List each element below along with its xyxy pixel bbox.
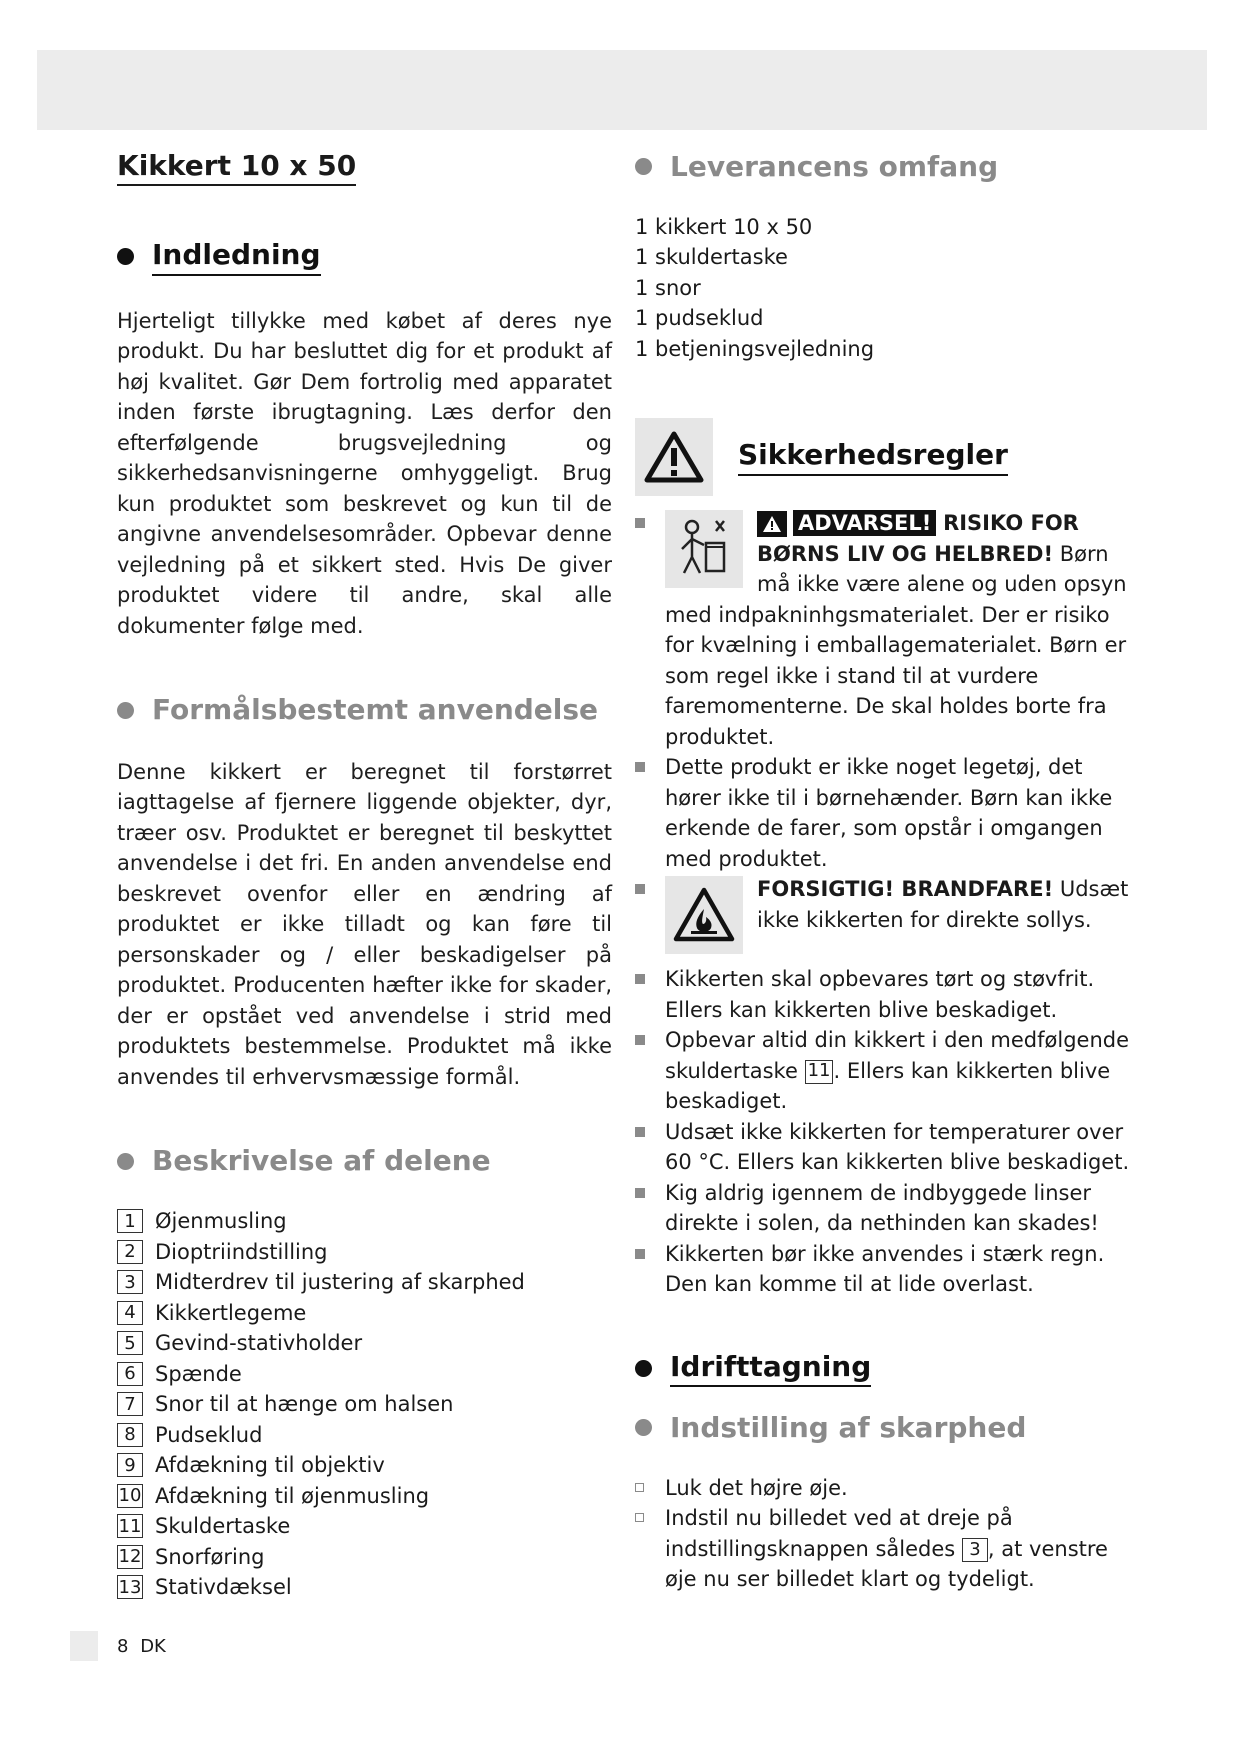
warning-title: RISIKO FOR BØRNS LIV OG HELBRED! (757, 511, 1079, 566)
fire-warning-item (635, 874, 1135, 964)
part-item (117, 1206, 612, 1237)
part-number-box: 11 (118, 1515, 142, 1537)
checkbox-bullet-icon (635, 1483, 644, 1492)
operation-heading-text: Idrifttagning (670, 1350, 871, 1388)
part-label: Snorføring (155, 1544, 265, 1569)
delivery-item: 1 kikkert 10 x 50 (635, 214, 813, 239)
part-number-box: 6 (117, 1362, 143, 1386)
header-band (37, 50, 1207, 130)
square-bullet-icon (635, 1035, 645, 1045)
right-column (635, 145, 1135, 1595)
part-item (117, 1358, 612, 1389)
toy-warning-text: Dette produkt er ikke noget legetøj, det hører ikke til i børnehænder. Børn kan ikke erkende de farer, som opstår i omgangen med produktet. (665, 755, 1113, 871)
part-item (117, 1267, 612, 1298)
part-number-box: 1 (117, 1209, 143, 1233)
part-number-box: 4 (117, 1301, 143, 1325)
bullet-dot-icon (117, 248, 134, 265)
safety-heading (635, 418, 1135, 496)
bullet-dot-icon (117, 1153, 134, 1170)
delivery-item: 1 pudseklud (635, 306, 764, 331)
dry-storage-text: Kikkerten skal opbevares tørt og støvfrit. Ellers kan kikkerten blive beskadiget. (665, 967, 1095, 1022)
part-number-box: 3 (117, 1270, 143, 1294)
part-item (117, 1450, 612, 1481)
focus-heading (635, 1411, 1135, 1445)
part-number-box: 13 (118, 1576, 142, 1598)
part-ref-11: 11 (805, 1060, 834, 1084)
bag-storage-text: Opbevar altid din kikkert i den medfølgende skuldertaske (665, 1028, 1130, 1083)
bag-storage-item (635, 1025, 1135, 1117)
square-bullet-icon (635, 762, 645, 772)
focus-step-2-text: Indstil nu billedet ved at dreje på indstillingsknappen således (665, 1506, 1013, 1561)
part-label: Gevind-stativholder (155, 1331, 363, 1356)
delivery-item: 1 skuldertaske (635, 245, 788, 270)
part-label: Øjenmusling (155, 1209, 287, 1234)
part-number-box: 7 (117, 1392, 143, 1416)
part-label: Kikkertlegeme (155, 1300, 307, 1325)
part-number-box: 9 (117, 1453, 143, 1477)
part-label: Spænde (155, 1361, 242, 1386)
intended-use-heading-text: Formålsbestemt anvendelse (152, 693, 599, 727)
left-column (117, 145, 612, 1602)
part-item (117, 1480, 612, 1511)
part-item (117, 1541, 612, 1572)
temperature-text: Udsæt ikke kikkerten for temperaturer over 60 °C. Ellers kan kikkerten blive beskadiget. (665, 1119, 1130, 1175)
dry-storage-item (635, 964, 1135, 1025)
safety-heading-text: Sikkerhedsregler (738, 438, 1008, 476)
warning-text: Børn må ikke være alene og uden opsyn med indpakninhgsmaterialet. Der er risiko for kvælning i emballagematerialet. Børn er som regel ikke i stand til at vurdere faremomenterne. De skal holdes borte fra produktet. (665, 541, 1127, 749)
parts-heading-text: Beskrivelse af delene (152, 1144, 491, 1178)
part-item (117, 1328, 612, 1359)
focus-heading-text: Indstilling af skarphed (670, 1411, 1027, 1445)
square-bullet-icon (635, 884, 645, 894)
rain-warning-item (635, 1239, 1135, 1300)
child-hazard-icon (665, 510, 743, 588)
sun-warning-item (635, 1178, 1135, 1239)
warning-children-item (635, 508, 1135, 752)
sun-warning-text: Kig aldrig igennem de indbyggede linser direkte i solen, da nethinden kan skades! (665, 1180, 1099, 1236)
part-number-box: 12 (118, 1546, 142, 1568)
part-label: Snor til at hænge om halsen (155, 1392, 454, 1417)
delivery-item: 1 betjeningsvejledning (635, 336, 875, 361)
fire-warning-text: Udsæt ikke kikkerten for direkte sollys. (757, 877, 1129, 932)
square-bullet-icon (635, 1188, 645, 1198)
part-number-box: 8 (117, 1423, 143, 1447)
bullet-dot-icon (117, 702, 134, 719)
delivery-heading-text: Leverancens omfang (670, 150, 999, 183)
delivery-list (635, 212, 1135, 365)
part-label: Afdækning til øjenmusling (155, 1483, 430, 1508)
bag-storage-text-after: . Ellers kan kikkerten blive beskadiget. (665, 1058, 1111, 1114)
toy-warning-item (635, 752, 1135, 874)
part-label: Afdækning til objektiv (155, 1453, 385, 1478)
part-item (117, 1511, 612, 1542)
language-code: DK (140, 1636, 166, 1657)
part-item (117, 1419, 612, 1450)
delivery-item: 1 snor (635, 275, 701, 300)
intro-heading (117, 238, 612, 276)
bullet-dot-icon (635, 1360, 652, 1377)
focus-step-2 (635, 1503, 1135, 1595)
parts-heading (117, 1144, 612, 1178)
document-title: Kikkert 10 x 50 (117, 150, 356, 186)
part-item (117, 1297, 612, 1328)
delivery-heading (635, 150, 1135, 184)
part-item (117, 1236, 612, 1267)
part-ref-3: 3 (962, 1538, 988, 1562)
part-number-box: 2 (117, 1240, 143, 1264)
page-footer (117, 1636, 166, 1657)
parts-list (117, 1206, 612, 1603)
warning-triangle-icon (635, 418, 713, 496)
square-bullet-icon (635, 1249, 645, 1259)
intro-paragraph: Hjerteligt tillykke med købet af deres nye produkt. Du har besluttet dig for et produkt af høj kvalitet. Gør Dem fortrolig med apparatet inden første ibrugtagning. Læs derfor den efterfølgende brugsvejledning og sikkerhedsanvisningerne omhyggeligt. Brug kun produktet som beskrevet og kun til de angivne anvendelsesområder. Opbevar denne vejledning på et sikkert sted. Hvis De giver produktet videre til andre, skal alle dokumenter følge med. (117, 308, 612, 638)
bullet-dot-icon (635, 158, 652, 175)
bullet-dot-icon (635, 1419, 652, 1436)
fire-hazard-icon (665, 876, 743, 954)
part-label: Dioptriindstilling (155, 1239, 328, 1264)
fire-warning-title: FORSIGTIG! BRANDFARE! (757, 877, 1054, 902)
part-label: Pudseklud (155, 1422, 263, 1447)
part-label: Stativdæksel (155, 1575, 292, 1600)
page-number: 8 (117, 1636, 129, 1657)
temperature-item (635, 1117, 1135, 1178)
part-label: Skuldertaske (155, 1514, 291, 1539)
checkbox-bullet-icon (635, 1513, 644, 1522)
warning-badge-icon (757, 511, 787, 537)
intended-use-heading (117, 693, 612, 727)
square-bullet-icon (635, 974, 645, 984)
intro-heading-text: Indledning (152, 238, 321, 276)
part-item (117, 1389, 612, 1420)
focus-step-1 (635, 1473, 1135, 1504)
operation-heading (635, 1350, 1135, 1388)
square-bullet-icon (635, 518, 645, 528)
focus-step-1-text: Luk det højre øje. (665, 1475, 848, 1500)
part-number-box: 10 (118, 1485, 142, 1507)
focus-step-2-text-after: , at venstre øje nu ser billedet klart og tydeligt. (665, 1536, 1108, 1592)
part-item (117, 1572, 612, 1603)
part-number-box: 5 (117, 1331, 143, 1355)
warning-badge: ADVARSEL! (793, 510, 936, 536)
footer-tab (70, 1631, 98, 1661)
part-label: Midterdrev til justering af skarphed (155, 1270, 525, 1295)
square-bullet-icon (635, 1127, 645, 1137)
rain-warning-text: Kikkerten bør ikke anvendes i stærk regn. Den kan komme til at lide overlast. (665, 1241, 1105, 1297)
intended-use-paragraph: Denne kikkert er beregnet til forstørret iagttagelse af fjernere liggende objekter, dyr, træer osv. Produktet er beregnet til beskyttet anvendelse i det fri. En anden anvendelse end beskrevet ovenfor eller en ændring af produktet er ikke tilladt og kan føre til personskader og / eller beskadigelser på produktet. Producenten hæfter ikke for skader, der er opstået ved anvendelse i strid med produktets bestemmelse. Produktet må ikke anvendes til erhvervsmæssige formål. (117, 759, 612, 1089)
